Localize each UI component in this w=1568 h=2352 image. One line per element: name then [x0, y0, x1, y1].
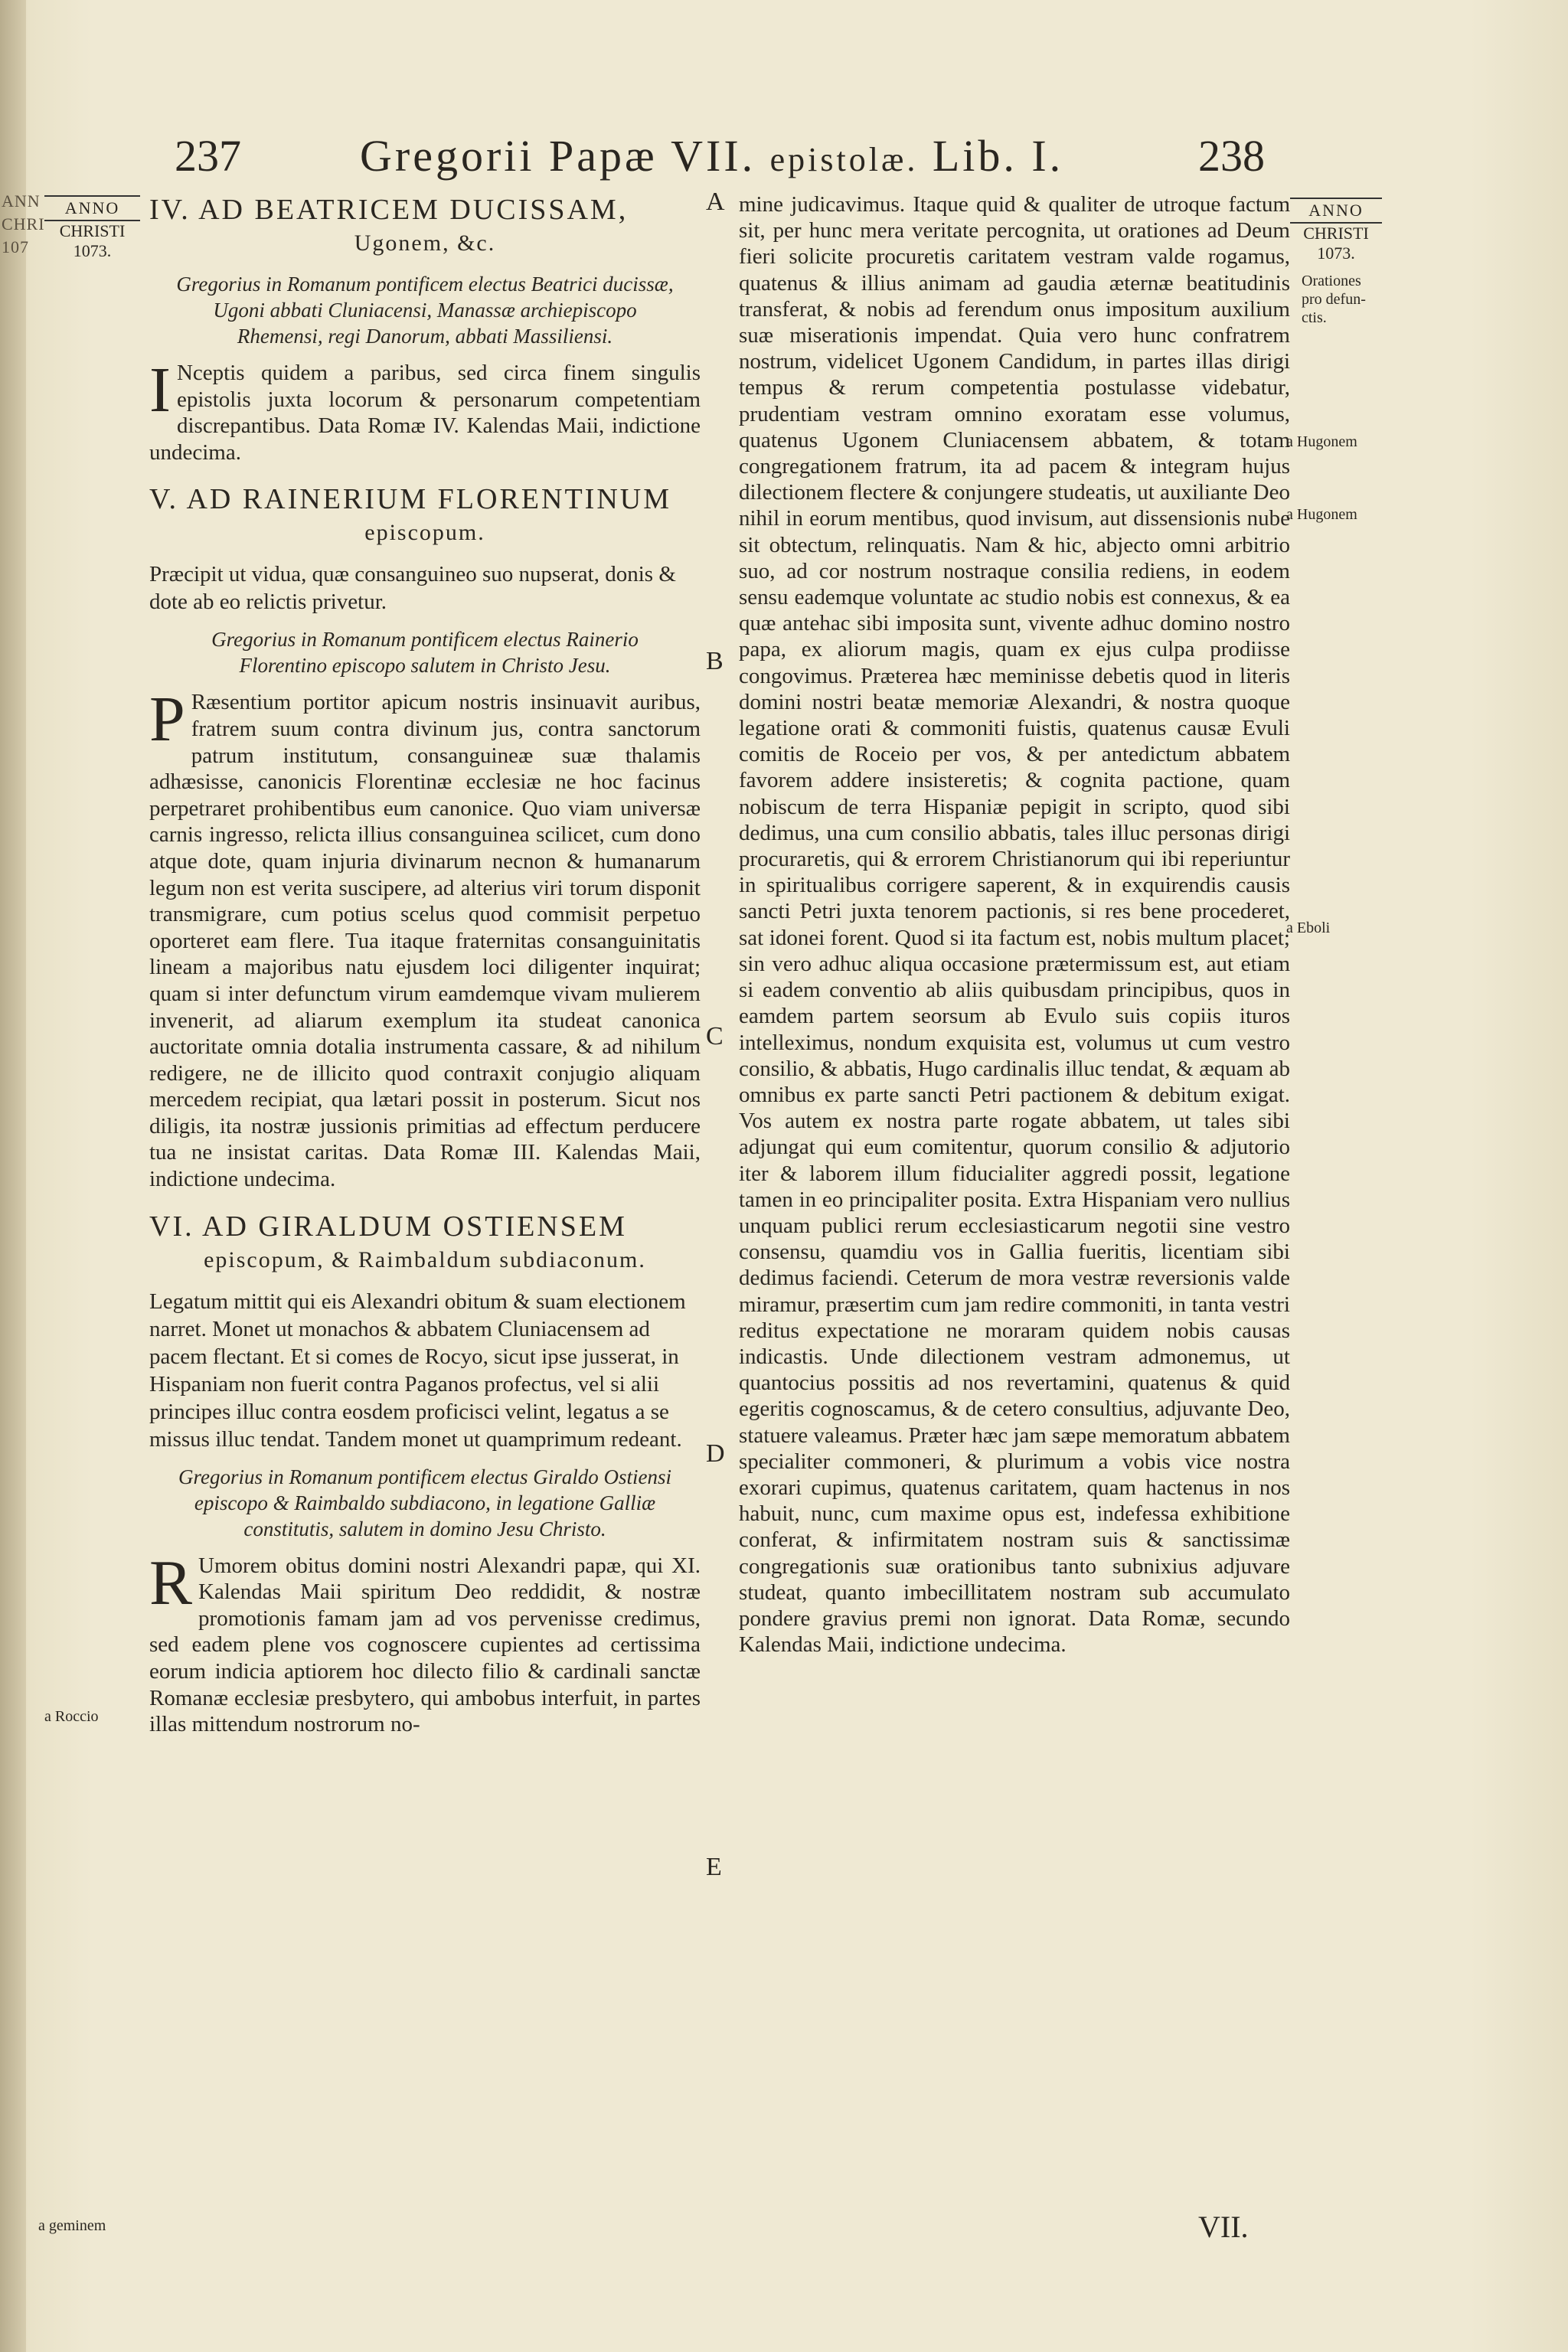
section-letter-a: A	[706, 188, 725, 216]
edge-anno: ANN	[2, 191, 41, 211]
section-letter-b: B	[706, 647, 724, 675]
section-letter-d: D	[706, 1439, 725, 1468]
epistle-iv-subheading: Ugonem, &c.	[354, 230, 496, 256]
epistle-vi-dropcap: R	[149, 1547, 193, 1619]
epistle-v-heading: V. AD RAINERIUM FLORENTINUM episcopum.	[149, 482, 701, 550]
book-binding-edge	[0, 0, 45, 2352]
margin-note-geminem: a geminem	[38, 2217, 106, 2234]
running-title-lib: Lib. I.	[932, 131, 1064, 181]
left-christi-label: CHRISTI	[59, 221, 126, 240]
margin-note-hugonem-1: a Hugonem	[1286, 433, 1357, 450]
epistle-vi-continuation: mine judicavimus. Itaque quid & qualiter de utroque factum sit, per hunc mera veritate percognita, ut orationes ad Deum fieri solicite procuretis caritatem vestram valde rogamus, quatenus & illius animam ad gaudia æternæ beatitudinis transferat, & nobis ad ferendum onus impositum auxilium suæ miserationis impendat. Quia vero hunc confratrem nostrum, videlicet Ugonem Candidum, in partes illas dirigi tempus & rerum competentia postulasse videbatur, prudentiam vestram omnino exoratam esse volumus, quatenus Ugonem Cluniacensem abbatem, & totam congregationem fratrum, ita ad pacem & integram hujus dilectionem flectere & conjungere studeatis, ut auxiliante Deo nihil in eorum mentibus, quod invisum, aut dissensionis nube sit obtectum, relinquatis. Nam & hic, abjecto omni arbitrio suo, ad cor nostrum nostraque consilia rediens, in eodem sensu eademque voluntate ac studio nobis est connexus, & ea quæ antehac sibi imposita sunt, vivente adhuc domino nostro papa, ex aliorum magis, quam ex ejus culpa prodiisse congovimus. Præterea hæc meminisse debetis quod in literis domini nostri beatæ memoriæ Alexandri, & nostra quoque legatione orati & commoniti fuistis, quatenus causæ Evuli comitis de Roceio per vos, & per antedictum abbatem favorem addere insisteretis; & cognita pactione, quam nobiscum de terra Hispaniæ pepigit in scripto, quod sibi dedimus, una cum consilio abbatis, tales illuc personas dirigi procuraretis, qui & errorem Christianorum qui ibi reperiuntur in spiritualibus corrigere saperent, & in exquirendis causis sancti Petri juxta tenorem pactionis, si res bene procederet, sat idonei forent. Quod si ita factum est, nobis multum placet; sin vero adhuc aliqua occasione prætermissum est, aut etiam si eadem conventio ab aliis quibusdam principibus, quos in eamdem partem seorsum ab Evulo suis copiis ituros intelleximus, nondum exquisita est, volumus ut cum vestro consilio, & abbatis, Hugo cardinalis illuc tendat, & æquam ab omnibus ex parte sancti Petri pactionem & debitum exigat. Vos autem ex nostra parte rogate abbatem, ut tales sibi adjungat qui eum comitentur, quorum consilio & adjutorio iter & laborem illum fiducialiter aggredi possit, legatione tamen in eo principaliter posita. Extra Hispaniam vero nullius unquam publici rerum ecclesiasticarum negotii sine vestro consensu, quamdiu vos in Gallia fueritis, licentiam sibi dedimus faciendi. Ceterum de mora vestræ reversionis valde miramur, præsertim cum jam redire commoniti, in tanta vestri reditus expectatione ne moraram quidem nobis causas indicastis. Unde dilectionem vestram admonemus, ut quantocius possitis ad nos revertamini, quatenus & quid egeritis cognoscamus, & de cetero consultius, adjuvante Deo, statuere valeamus. Præter hæc jam sæpe memoratum abbatem specialiter commoneri, & plurimum a vobis vice nostra exorari cupimus, quatenus caritatem, quam hactenus in nos habuit, nunc, cum maxime opus est, indefessa exhibitione conferat, & infirmitatem nostram suis & sanctissimæ congregationis suæ orationibus tanto subnixius adjuvare studeat, quanto imbecillitatem nostram sub accumulato pondere gravius premi non ignorat. Data Romæ, secundo Kalendas Maii, indictione undecima.	[739, 192, 1290, 1658]
epistle-iv-address: Gregorius in Romanum pontificem electus Beatrici ducissæ, Ugoni abbati Cluniacensi, Manassæ archiepiscopo Rhemensi, regi Danorum, abbati Massiliensi.	[176, 273, 674, 348]
left-year-label: 1073.	[73, 241, 112, 260]
margin-note-eboli: a Eboli	[1286, 920, 1331, 936]
epistle-vi-subheading: episcopum, & Raimbaldum subdiaconum.	[204, 1246, 646, 1272]
margin-note-roccio: a Roccio	[44, 1708, 99, 1725]
section-letter-c: C	[706, 1022, 724, 1050]
right-page-number: 238	[1198, 131, 1265, 181]
right-christi-label: CHRISTI	[1303, 224, 1369, 243]
epistle-iv-body: I Nceptis quidem a paribus, sed circa finem singulis epistolis juxta locorum & personarum competentiam discrepantibus. Data Romæ IV. Kalendas Maii, indictione undecima.	[149, 354, 701, 465]
left-page-number: 237	[175, 131, 241, 181]
epistle-vi-body: R Umorem obitus domini nostri Alexandri papæ, qui XI. Kalendas Maii spiritum Deo reddidit, & nostræ promotionis famam jam ad vos pervenisse credimus, sed eadem plene vos cognoscere cupientes ad certissima eorum indicia aptiorem hoc dilecto filio & cardinali sanctæ Romanæ ecclesiæ presbytero, qui ambobus interfuit, in partes illas mittendum nostrorum no-	[149, 1547, 701, 1737]
epistle-v	[149, 482, 701, 1192]
epistle-vi-heading: VI. AD GIRALDUM OSTIENSEM episcopum, & Raimbaldum subdiaconum.	[149, 1210, 701, 1277]
epistle-v-dropcap: P	[149, 684, 185, 756]
epistle-iv-heading: IV. AD BEATRICEM DUCISSAM, Ugonem, &c.	[149, 193, 701, 260]
edge-year: 107	[2, 237, 29, 256]
edge-christi: CHRI	[2, 214, 45, 234]
margin-note-hugonem-2: a Hugonem	[1286, 506, 1357, 523]
epistle-v-subheading: episcopum.	[364, 520, 485, 546]
left-column	[149, 176, 701, 1752]
right-column	[739, 176, 1290, 1671]
epistle-v-body: P Ræsentium portitor apicum nostris insinuavit auribus, fratrem suum contra divinum jus, contra sanctorum patrum institutum, consanguineæ suæ thalamis adhæsisse, canonicis Florentinæ ecclesiæ ne hoc facinus perpetraret prohibentibus eum canonice. Quo viam universæ carnis ingresso, relicta illius consanguinea scilicet, cum dono atque dote, quam injuria divinarum necnon & humanarum legum non est verita suscipere, ad alterius viri torum disponit transmigrare, cum potius scelus quod commisit perpetuo oporteret eam flere. Tua itaque fraternitas consanguinitatis lineam a majoribus natu ejusdem loci diligenter inquirat; quam si inter defunctum virum eamdemque vivam mulierem invenerit, ad aliarum exemplum ita studeat canonica auctoritate omnia dotalia instrumenta cassare, & ad nihilum redigere, ne de illicito quod contraxit conjugio aliquam mercedem recipiat, qua lætari possit in posterum. Sicut nos diligis, ita nostræ jussionis primitias ad effectum perducere tua ne insistat caritas. Data Romæ III. Kalendas Maii, indictione undecima.	[149, 684, 701, 1192]
epistle-vi	[149, 1210, 701, 1738]
left-anno-box	[44, 195, 140, 261]
right-anno-box	[1290, 198, 1382, 263]
section-letter-e: E	[706, 1853, 722, 1881]
epistle-iv	[149, 193, 701, 466]
left-anno-label: ANNO	[44, 195, 140, 221]
epistle-iv-dropcap: I	[149, 354, 171, 426]
right-anno-label: ANNO	[1290, 198, 1382, 224]
running-title-main: Gregorii Papæ VII.	[360, 131, 756, 181]
epistle-vi-summary: Legatum mittit qui eis Alexandri obitum & suam electionem narret. Monet ut monachos & abbatem Cluniacensem ad pacem flectant. Et si comes de Rocyo, sicut ipse jusserat, in Hispaniam non fuerit contra Paganos profectus, vel si alii principes illuc contra eosdem proficisci velint, legatus a se missus illuc tendat. Tandem monet ut quamprimum redeant.	[149, 1289, 686, 1452]
epistle-vi-address: Gregorius in Romanum pontificem electus Giraldo Ostiensi episcopo & Raimbaldo subdiacono, in legatione Galliæ constitutis, salutem in domino Jesu Christo.	[178, 1465, 671, 1540]
epistle-v-address: Gregorius in Romanum pontificem electus Rainerio Florentino episcopo salutem in Christo Jesu.	[211, 628, 639, 678]
margin-note-orationes: Orationes pro defun-ctis.	[1302, 273, 1366, 326]
running-title	[360, 130, 1063, 181]
catchword: VII.	[1198, 2210, 1249, 2244]
right-year-label: 1073.	[1317, 243, 1355, 263]
running-title-epistolae: epistolæ.	[769, 141, 919, 178]
epistle-v-summary: Præcipit ut vidua, quæ consanguineo suo nupserat, donis & dote ab eo relictis privetur.	[149, 562, 676, 615]
